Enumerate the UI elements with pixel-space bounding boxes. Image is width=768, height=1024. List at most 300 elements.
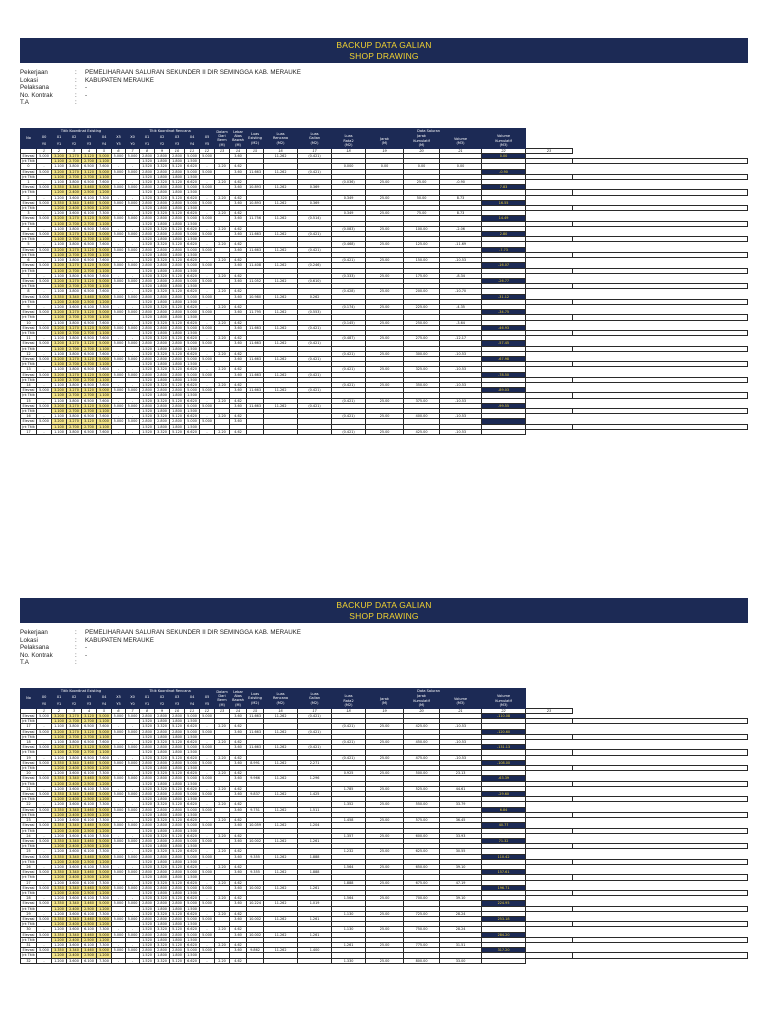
jrk-rencana: 1.800 [170, 812, 185, 817]
elev-rencana: 2.800 [155, 325, 170, 330]
dalam: 2.20 [215, 740, 230, 745]
header-num: 9 [155, 148, 170, 153]
jrk-rencana: 1.500 [185, 424, 200, 429]
elev-rencana: 5.000 [200, 916, 215, 921]
sta-existing: - [112, 273, 126, 278]
elev-rencana: 2.800 [170, 729, 185, 734]
sta-rencana: 1.520 [140, 849, 155, 854]
volume-kumulatif: -110.08 [482, 714, 526, 719]
lebar: 3.60 [230, 729, 247, 734]
volume-kumulatif: 284.20 [482, 932, 526, 937]
sta-rencana: - [126, 818, 140, 823]
info-value: - [85, 84, 88, 92]
info-colon: : [75, 91, 77, 99]
jarak-kumulatif: 450.00 [404, 740, 440, 745]
sta-rencana: 5.120 [170, 226, 185, 231]
elev-existing: 3.340 [67, 294, 82, 299]
table-cell [573, 750, 748, 755]
sta-existing: 7.300 [97, 304, 112, 309]
sta-existing: 6.500 [82, 226, 97, 231]
elev-rencana: 5.000 [200, 232, 215, 237]
jrk-existing: 2.400 [67, 797, 82, 802]
sta-existing: 1.200 [52, 864, 67, 869]
jrk-rencana: 1.500 [185, 159, 200, 164]
lebar: 3.60 [230, 885, 247, 890]
row-label: Jrk Titik [22, 252, 35, 257]
jrk-rencana: 1.800 [155, 424, 170, 429]
luas-rata: 1.261 [332, 942, 366, 947]
elev-rencana: 2.800 [170, 278, 185, 283]
sta-rencana: 3.320 [155, 958, 170, 963]
elev-rencana: 2.800 [140, 885, 155, 890]
elev-existing: 5.000 [97, 885, 112, 890]
station-no: 11 [21, 336, 37, 341]
jarak: 25.00 [366, 911, 404, 916]
info-label: Lokasi [20, 636, 38, 644]
table-cell [573, 299, 748, 304]
luas-rata: (0.333) [332, 273, 366, 278]
sta-existing: 6.500 [82, 320, 97, 325]
jarak-kumulatif: 0.00 [404, 164, 440, 169]
elev-rencana: 5.000 [126, 200, 140, 205]
sta-rencana: 3.320 [155, 273, 170, 278]
table-cell [573, 393, 748, 398]
jrk-rencana: 1.500 [185, 268, 200, 273]
elev-rencana: 5.000 [185, 154, 200, 159]
sta-rencana: - [200, 211, 215, 216]
row-label: Elevasi [21, 403, 37, 408]
sta-existing: 7.300 [97, 942, 112, 947]
lebar: 3.60 [230, 776, 247, 781]
jrk-rencana: 1.520 [140, 221, 155, 226]
lebar: 4.62 [230, 802, 247, 807]
dalam: 2.20 [215, 833, 230, 838]
jrk-existing: 1.100 [52, 734, 67, 739]
elev-rencana: 5.000 [200, 388, 215, 393]
luas-rata: 1.232 [332, 849, 366, 854]
elev-rencana: 5.000 [185, 247, 200, 252]
sta-existing: 7.600 [97, 382, 112, 387]
elev-rencana: 5.000 [185, 263, 200, 268]
luas-galian: (0.421) [298, 714, 332, 719]
luas-rata: (0.421) [332, 258, 366, 263]
elev-existing: 3.120 [82, 356, 97, 361]
header-lebar: Lebar Atas Bawah (M) [230, 129, 247, 149]
elev-rencana: 5.000 [126, 823, 140, 828]
sta-existing: 7.600 [97, 258, 112, 263]
luas-rencana [264, 429, 298, 434]
sta-existing: 1.100 [52, 180, 67, 185]
luas-rencana: 11.262 [264, 838, 298, 843]
sta-existing: 6.100 [82, 195, 97, 200]
luas-existing: 10.002 [247, 838, 264, 843]
sta-rencana: 1.520 [140, 864, 155, 869]
luas-rencana: 11.262 [264, 310, 298, 315]
elev-rencana: 2.800 [170, 714, 185, 719]
row-label: Elevasi [21, 760, 37, 765]
sta-rencana: 6.620 [185, 429, 200, 434]
luas-galian: 1.204 [298, 823, 332, 828]
elev-rencana: 5.000 [185, 885, 200, 890]
luas-rencana: 11.262 [264, 901, 298, 906]
luas-rencana [264, 958, 298, 963]
luas-existing: 10.893 [247, 185, 264, 190]
jarak-kumulatif: 400.00 [404, 414, 440, 419]
header-num: 12 [200, 708, 215, 713]
header-group-rencana: Titik Koordinat Rencana [126, 129, 215, 134]
table-cell [526, 844, 573, 849]
sta-existing: 1.100 [52, 242, 67, 247]
elev-existing: 5.000 [97, 729, 112, 734]
lebar: 4.62 [230, 911, 247, 916]
elev-existing: 3.340 [67, 838, 82, 843]
sta-rencana: 1.520 [140, 258, 155, 263]
luas-existing: 9.966 [247, 776, 264, 781]
jarak: 25.00 [366, 289, 404, 294]
elev-existing: 3.340 [67, 776, 82, 781]
luas-rata: (0.421) [332, 382, 366, 387]
elev-existing: 3.460 [82, 901, 97, 906]
sta-rencana: - [126, 226, 140, 231]
jrk-rencana: 1.500 [185, 315, 200, 320]
table-cell [526, 953, 573, 958]
luas-rencana: 11.262 [264, 278, 298, 283]
header-y: Y3 [82, 701, 97, 708]
elev-existing: 3.340 [67, 854, 82, 859]
jrk-rencana: 1.520 [140, 953, 155, 958]
info-label: T.A [20, 99, 29, 107]
elev-existing: 3.120 [82, 232, 97, 237]
header-x: X5 [200, 694, 215, 701]
elev-existing: 5.000 [97, 901, 112, 906]
sta-rencana: 5.120 [170, 242, 185, 247]
elev-existing: 5.000 [112, 310, 126, 315]
sta-existing: 1.100 [52, 724, 67, 729]
lebar: 4.62 [230, 382, 247, 387]
lebar: 4.62 [230, 724, 247, 729]
sta-rencana: 6.620 [185, 258, 200, 263]
sta-rencana: - [126, 382, 140, 387]
luas-rata: (0.083) [332, 226, 366, 231]
sta-rencana: 1.520 [140, 755, 155, 760]
elev-existing: 5.000 [112, 341, 126, 346]
elev-rencana: 5.000 [185, 823, 200, 828]
sta-rencana: - [200, 849, 215, 854]
sta-rencana: 6.620 [185, 786, 200, 791]
sta-existing: 1.200 [52, 771, 67, 776]
header-dalam: Dalam Dari Berm (M) [216, 129, 228, 147]
sta-existing: - [112, 320, 126, 325]
elev-existing: 5.000 [97, 870, 112, 875]
table-cell [573, 922, 748, 927]
sta-existing: - [37, 351, 52, 356]
station-no: 28 [21, 896, 37, 901]
header-y: Y1 [52, 701, 67, 708]
elev-rencana: 5.000 [200, 325, 215, 330]
sta-rencana: 1.520 [140, 896, 155, 901]
elev-rencana: 5.000 [126, 247, 140, 252]
jrk-existing: 2.500 [82, 875, 97, 880]
sta-rencana: 5.120 [170, 849, 185, 854]
jrk-rencana: 1.520 [140, 922, 155, 927]
sta-existing: - [37, 911, 52, 916]
sta-existing: 1.100 [52, 351, 67, 356]
table-cell [526, 377, 573, 382]
row-label: Jrk Titik [22, 844, 35, 849]
elev-rencana: 2.800 [170, 870, 185, 875]
station-no: 6 [21, 258, 37, 263]
elev-rencana: 5.000 [185, 714, 200, 719]
elev-existing: 3.120 [82, 341, 97, 346]
header-jarak: Jarak (M) [366, 134, 404, 148]
elev-rencana: 2.800 [140, 792, 155, 797]
volume: 28.24 [440, 927, 482, 932]
sta-rencana: 6.620 [185, 382, 200, 387]
info-colon: : [75, 636, 77, 644]
sta-rencana: - [200, 786, 215, 791]
row-label: Jrk Titik [22, 734, 35, 739]
luas-rencana: 11.262 [264, 247, 298, 252]
lebar: 4.62 [230, 771, 247, 776]
jrk-rencana: 1.500 [185, 766, 200, 771]
elev-rencana: 2.800 [155, 776, 170, 781]
sta-existing: 1.100 [52, 336, 67, 341]
jrk-rencana: 1.800 [155, 844, 170, 849]
elev-existing: 3.200 [52, 278, 67, 283]
luas-rencana: 11.262 [264, 169, 298, 174]
jarak-kumulatif: 225.00 [404, 304, 440, 309]
elev-existing: 5.000 [97, 792, 112, 797]
elev-existing: 3.270 [67, 341, 82, 346]
jrk-rencana: 1.500 [185, 237, 200, 242]
sta-rencana: 1.520 [140, 226, 155, 231]
lebar: 3.60 [230, 372, 247, 377]
row-label: Elevasi [21, 185, 37, 190]
elev-existing: 5.000 [97, 372, 112, 377]
elev-existing: 5.000 [112, 760, 126, 765]
volume: -10.53 [440, 351, 482, 356]
jrk-existing: 2.700 [67, 734, 82, 739]
elev-existing: 5.000 [97, 278, 112, 283]
volume-kumulatif: -31.12 [482, 294, 526, 299]
elev-rencana: 2.800 [140, 854, 155, 859]
luas-galian: 1.888 [298, 854, 332, 859]
sta-rencana: 6.620 [185, 740, 200, 745]
header-x: X4 [185, 134, 200, 141]
luas-existing: 10.224 [247, 901, 264, 906]
station-no: 25 [21, 849, 37, 854]
sta-rencana: - [126, 771, 140, 776]
elev-existing: 5.000 [112, 356, 126, 361]
elev-existing: 3.270 [67, 232, 82, 237]
luas-rata: (0.421) [332, 429, 366, 434]
header-luas-rencana: Luas Rencana (M2) [264, 129, 298, 149]
jrk-existing: 1.200 [97, 812, 112, 817]
row-label: Jrk Titik [22, 424, 35, 429]
sta-rencana: 6.620 [185, 771, 200, 776]
sta-existing: 7.300 [97, 195, 112, 200]
elev-rencana: 5.000 [126, 838, 140, 843]
luas-rencana: 11.262 [264, 729, 298, 734]
dalam: 2.20 [215, 351, 230, 356]
jrk-rencana: 1.800 [170, 346, 185, 351]
elev-rencana: 2.800 [140, 263, 155, 268]
table-cell [573, 719, 748, 724]
row-label: Jrk Titik [22, 953, 35, 958]
sta-rencana: 3.320 [155, 740, 170, 745]
sta-rencana: 3.320 [155, 351, 170, 356]
elev-rencana: 2.800 [155, 838, 170, 843]
sta-rencana: 1.520 [140, 336, 155, 341]
elev-rencana: 5.000 [185, 870, 200, 875]
sta-rencana: 5.120 [170, 771, 185, 776]
sta-rencana: 6.620 [185, 398, 200, 403]
sta-rencana: 5.120 [170, 958, 185, 963]
jrk-existing: 2.400 [67, 859, 82, 864]
sta-existing: - [112, 880, 126, 885]
row-label: Elevasi [21, 232, 37, 237]
jrk-existing: 1.100 [52, 221, 67, 226]
info-colon: : [75, 651, 77, 659]
luas-rencana: 11.262 [264, 714, 298, 719]
volume: -0.90 [440, 180, 482, 185]
sta-existing: 6.100 [82, 911, 97, 916]
elev-rencana: 5.000 [126, 154, 140, 159]
header-x: X2 [155, 134, 170, 141]
sta-existing: - [112, 398, 126, 403]
sta-existing: 7.600 [97, 180, 112, 185]
sta-existing: - [112, 289, 126, 294]
sta-existing: 7.300 [97, 802, 112, 807]
elev-existing: 3.340 [67, 870, 82, 875]
sta-rencana: - [126, 802, 140, 807]
jrk-existing: 1.100 [52, 362, 67, 367]
sta-existing: 3.600 [67, 880, 82, 885]
jrk-rencana: 1.520 [140, 812, 155, 817]
elev-rencana: 5.000 [185, 310, 200, 315]
sta-rencana: 5.120 [170, 336, 185, 341]
row-label: Jrk Titik [22, 750, 35, 755]
sta-rencana: 5.120 [170, 802, 185, 807]
table-cell [573, 937, 748, 942]
lebar: 4.62 [230, 351, 247, 356]
elev-existing: 3.350 [52, 823, 67, 828]
jarak-kumulatif: 625.00 [404, 849, 440, 854]
lebar: 3.60 [230, 745, 247, 750]
elev-rencana: 2.800 [155, 185, 170, 190]
elev-rencana: 5.000 [200, 185, 215, 190]
luas-existing: 11.408 [247, 263, 264, 268]
elev-rencana: 5.000 [185, 916, 200, 921]
sta-existing: - [37, 164, 52, 169]
jrk-rencana: 1.520 [140, 174, 155, 179]
row-label: Jrk Titik [22, 330, 35, 335]
table-cell [526, 408, 573, 413]
luas-rencana: 11.262 [264, 200, 298, 205]
elev-existing: 3.270 [67, 714, 82, 719]
jrk-rencana: 1.800 [170, 750, 185, 755]
sta-existing: 7.300 [97, 958, 112, 963]
elev-existing: 3.120 [82, 388, 97, 393]
elev-existing: 5.000 [97, 310, 112, 315]
lebar: 3.60 [230, 870, 247, 875]
sta-rencana: - [200, 958, 215, 963]
sta-rencana: - [126, 880, 140, 885]
jrk-rencana: 1.800 [170, 781, 185, 786]
elev-existing: 3.270 [67, 419, 82, 424]
row-label: Elevasi [21, 200, 37, 205]
elev-existing: 5.000 [97, 745, 112, 750]
elev-rencana: 2.800 [140, 838, 155, 843]
table-cell [573, 237, 748, 242]
elev-rencana: 2.800 [155, 216, 170, 221]
elev-existing: 3.270 [67, 169, 82, 174]
header-num: 2 [52, 708, 67, 713]
header-y: Y0 [37, 141, 52, 148]
elev-rencana: 5.000 [200, 154, 215, 159]
elev-existing: 5.000 [37, 325, 52, 330]
luas-rata: (0.421) [332, 724, 366, 729]
luas-rencana: 11.262 [264, 760, 298, 765]
jrk-rencana: 1.520 [140, 346, 155, 351]
elev-rencana: 5.000 [200, 932, 215, 937]
sta-existing: - [37, 786, 52, 791]
table-cell [526, 828, 573, 833]
sta-rencana: - [126, 864, 140, 869]
jrk-rencana: 1.800 [155, 828, 170, 833]
jrk-rencana: 1.520 [140, 190, 155, 195]
elev-rencana: 5.000 [126, 341, 140, 346]
station-no: 15 [21, 398, 37, 403]
elev-existing: 5.000 [112, 776, 126, 781]
volume: -10.53 [440, 382, 482, 387]
sta-rencana: 1.520 [140, 304, 155, 309]
jrk-existing: 2.700 [67, 750, 82, 755]
luas-galian: (0.421) [298, 341, 332, 346]
jarak: 25.00 [366, 786, 404, 791]
elev-existing: 5.000 [112, 154, 126, 159]
table-cell [526, 346, 573, 351]
jrk-existing: 2.400 [67, 828, 82, 833]
sta-existing: 3.800 [67, 180, 82, 185]
sta-existing: 3.600 [67, 771, 82, 776]
luas-existing: 10.980 [247, 294, 264, 299]
elev-rencana: 5.000 [200, 294, 215, 299]
table-cell [573, 844, 748, 849]
jarak: 25.00 [366, 304, 404, 309]
elev-rencana: 2.800 [155, 823, 170, 828]
luas-galian: 1.019 [298, 901, 332, 906]
jrk-existing: 2.500 [82, 190, 97, 195]
jrk-existing: 1.100 [97, 268, 112, 273]
volume-kumulatif: -0.90 [482, 169, 526, 174]
station-no: 8 [21, 289, 37, 294]
luas-existing: 9.862 [247, 948, 264, 953]
elev-existing: 5.000 [97, 185, 112, 190]
sta-rencana: - [200, 771, 215, 776]
elev-rencana: 5.000 [126, 916, 140, 921]
sta-rencana: 1.520 [140, 195, 155, 200]
luas-rencana: 11.262 [264, 403, 298, 408]
elev-rencana: 5.000 [185, 403, 200, 408]
elev-existing: 5.000 [37, 278, 52, 283]
elev-rencana: 2.800 [140, 278, 155, 283]
jrk-existing: 1.100 [97, 424, 112, 429]
jrk-rencana: 1.520 [140, 859, 155, 864]
elev-rencana: 5.000 [185, 776, 200, 781]
elev-rencana: 2.800 [155, 916, 170, 921]
elev-existing: 3.460 [82, 792, 97, 797]
